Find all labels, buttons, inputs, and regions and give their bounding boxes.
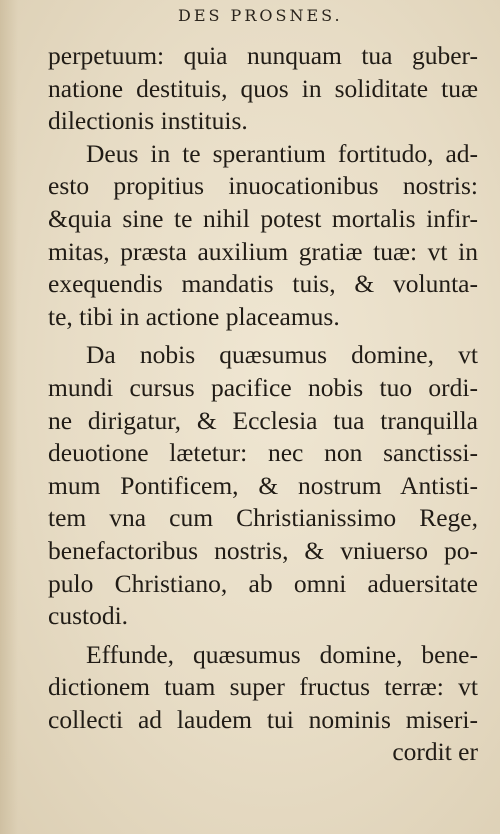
- page-gutter-shadow: [0, 0, 18, 834]
- text-line: benefactoribus nostris, & vniuerso po-: [48, 535, 478, 565]
- text-line: te, tibi in actione placeamus.: [48, 301, 340, 331]
- text-line: deuotione lætetur: nec non sanctissi-: [48, 438, 478, 468]
- text-line: dictionem tuam super fructus terræ: vt: [48, 672, 478, 702]
- text-line: esto propitius inuocationibus nostris:: [48, 171, 478, 201]
- text-line: dilectionis instituis.: [48, 106, 248, 136]
- text-line: tem vna cum Christianissimo Rege,: [48, 503, 478, 533]
- text-line: natione destituis, quos in soliditate tuæ: [48, 73, 478, 103]
- catchword: cordit er: [392, 737, 478, 767]
- running-head: DES PROSNES.: [178, 6, 343, 25]
- text-line: pulo Christiano, ab omni aduersitate: [48, 568, 478, 598]
- text-line: perpetuum: quia nunquam tua guber-: [48, 41, 478, 70]
- body-text: [48, 40, 478, 769]
- text-line: Deus in te sperantium fortitudo, ad-: [86, 138, 478, 168]
- text-line: exequendis mandatis tuis, & volunta-: [48, 269, 478, 299]
- text-line: mundi cursus pacifice nobis tuo ordi-: [48, 372, 478, 402]
- text-line: custodi.: [48, 601, 129, 631]
- text-line: collecti ad laudem tui nominis miseri-: [48, 704, 478, 734]
- text-line: Effunde, quæsumus domine, bene-: [86, 639, 478, 669]
- text-line: mum Pontificem, & nostrum Antisti-: [48, 470, 478, 500]
- text-line: ne dirigatur, & Ecclesia tua tranquilla: [48, 405, 478, 435]
- text-line: &quia sine te nihil potest mortalis infir-: [48, 203, 478, 233]
- text-line: Da nobis quæsumus domine, vt: [86, 340, 478, 370]
- text-line: mitas, præsta auxilium gratiæ tuæ: vt in: [48, 236, 478, 266]
